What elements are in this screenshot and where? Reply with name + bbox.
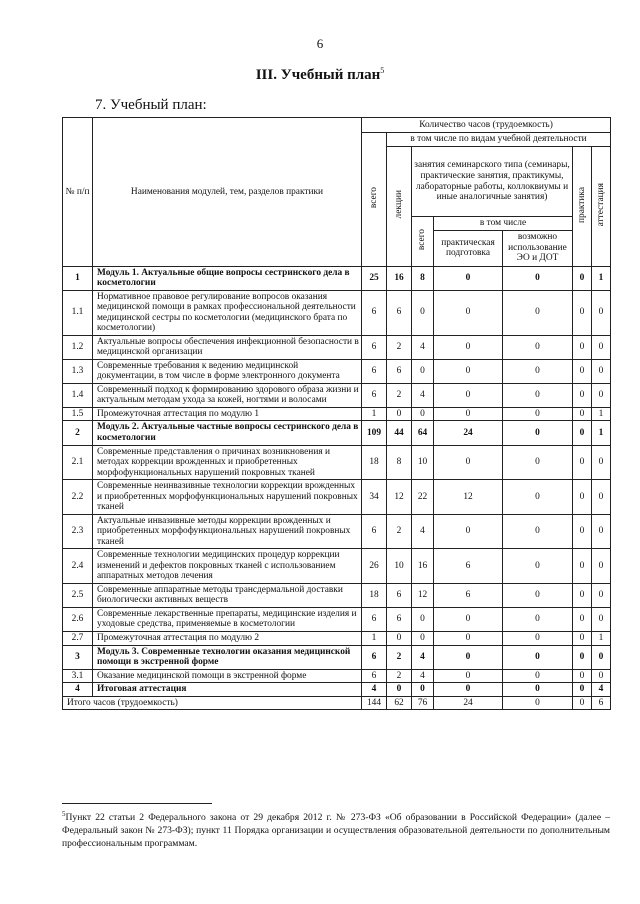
footnote	[62, 810, 610, 851]
cell-sem: 10	[412, 445, 434, 480]
header-seminar: занятия семинарского типа (семинары, практические занятия, практикумы, лабораторные работы, коллоквиумы и иные аналогичные занятия)	[412, 147, 573, 217]
cell-lec: 16	[387, 266, 412, 290]
total-eo: 0	[503, 696, 573, 710]
table-row	[63, 480, 611, 515]
cell-pp: 0	[434, 669, 503, 683]
cell-sem: 0	[412, 683, 434, 697]
cell-prac: 0	[573, 445, 592, 480]
table-row	[63, 266, 611, 290]
cell-att: 1	[592, 632, 611, 646]
cell-sem: 64	[412, 421, 434, 445]
cell-total: 109	[362, 421, 387, 445]
footnote-ref: 5	[380, 66, 385, 75]
cell-lec: 6	[387, 290, 412, 335]
cell-att: 1	[592, 407, 611, 421]
cell-sem: 0	[412, 359, 434, 383]
cell-lec: 8	[387, 445, 412, 480]
cell-sem: 16	[412, 549, 434, 584]
cell-lec: 6	[387, 607, 412, 631]
cell-lec: 2	[387, 514, 412, 549]
cell-pp: 0	[434, 290, 503, 335]
cell-eo: 0	[503, 421, 573, 445]
subtitle: 7. Учебный план:	[95, 97, 207, 113]
header-in-that: в том числе	[434, 217, 573, 231]
cell-sem: 8	[412, 266, 434, 290]
cell-eo: 0	[503, 480, 573, 515]
cell-att: 0	[592, 445, 611, 480]
table-row	[63, 607, 611, 631]
cell-pp: 0	[434, 266, 503, 290]
header-total: всего	[362, 133, 387, 267]
cell-lec: 10	[387, 549, 412, 584]
cell-pp: 0	[434, 407, 503, 421]
page-number: 6	[316, 36, 324, 51]
row-name: Современные требования к ведению медицинской документации, в том числе в форме электронного документа	[93, 359, 362, 383]
cell-pp: 0	[434, 514, 503, 549]
cell-lec: 6	[387, 583, 412, 607]
row-name: Модуль 3. Современные технологии оказания медицинской помощи в экстренной форме	[93, 645, 362, 669]
cell-sem: 0	[412, 290, 434, 335]
row-number: 1.4	[63, 383, 93, 407]
footnote-text: Пункт 22 статьи 2 Федерального закона от 29 декабря 2012 г. № 273-ФЗ «Об образовании в Российской Федерации» (далее – Федеральный закон № 273-ФЗ); пункт 11 Порядка организации и осуществления образовательной деятельности по дополнительным профессиональным программам.	[62, 812, 610, 850]
table-row	[63, 669, 611, 683]
cell-prac: 0	[573, 632, 592, 646]
cell-att: 0	[592, 583, 611, 607]
cell-pp: 0	[434, 359, 503, 383]
cell-total: 26	[362, 549, 387, 584]
cell-pp: 0	[434, 607, 503, 631]
footnote-mark: 5	[62, 810, 66, 818]
table-row	[63, 645, 611, 669]
cell-eo: 0	[503, 669, 573, 683]
cell-prac: 0	[573, 335, 592, 359]
row-name: Модуль 2. Актуальные частные вопросы сестринского дела в косметологии	[93, 421, 362, 445]
cell-sem: 4	[412, 514, 434, 549]
cell-total: 34	[362, 480, 387, 515]
cell-pp: 0	[434, 335, 503, 359]
header-by-type: в том числе по видам учебной деятельности	[387, 133, 611, 147]
row-number: 1.1	[63, 290, 93, 335]
cell-total: 18	[362, 445, 387, 480]
row-name: Промежуточная аттестация по модулю 2	[93, 632, 362, 646]
row-number: 1.3	[63, 359, 93, 383]
cell-eo: 0	[503, 514, 573, 549]
table-row	[63, 290, 611, 335]
cell-eo: 0	[503, 290, 573, 335]
cell-lec: 2	[387, 383, 412, 407]
row-name: Итоговая аттестация	[93, 683, 362, 697]
table-total-row	[63, 696, 611, 710]
cell-prac: 0	[573, 383, 592, 407]
row-number: 1.2	[63, 335, 93, 359]
row-name: Современные лекарственные препараты, медицинские изделия и уходовые средства, применяемые в косметологии	[93, 607, 362, 631]
row-number: 2.6	[63, 607, 93, 631]
total-sem: 76	[412, 696, 434, 710]
cell-eo: 0	[503, 683, 573, 697]
cell-att: 0	[592, 645, 611, 669]
header-attestation: аттестация	[592, 147, 611, 267]
cell-prac: 0	[573, 549, 592, 584]
row-name: Современные технологии медицинских процедур коррекции изменений и дефектов покровных тканей с использованием аппаратных методов лечения	[93, 549, 362, 584]
cell-total: 1	[362, 632, 387, 646]
cell-pp: 6	[434, 549, 503, 584]
cell-prac: 0	[573, 514, 592, 549]
row-name: Современные представления о причинах возникновения и методах коррекции врожденных и приобретенных морфофункциональных нарушений покровных тканей	[93, 445, 362, 480]
cell-att: 1	[592, 266, 611, 290]
cell-pp: 0	[434, 383, 503, 407]
row-number: 2.5	[63, 583, 93, 607]
section-title	[0, 66, 640, 84]
cell-prac: 0	[573, 683, 592, 697]
row-name: Современные неинвазивные технологии коррекции врожденных и приобретенных морфофункциональных нарушений покровных тканей	[93, 480, 362, 515]
cell-att: 0	[592, 480, 611, 515]
curriculum-table	[62, 117, 611, 710]
cell-pp: 24	[434, 421, 503, 445]
cell-eo: 0	[503, 266, 573, 290]
cell-total: 6	[362, 514, 387, 549]
cell-prac: 0	[573, 290, 592, 335]
cell-eo: 0	[503, 645, 573, 669]
row-number: 2.1	[63, 445, 93, 480]
row-number: 2	[63, 421, 93, 445]
cell-att: 0	[592, 383, 611, 407]
cell-eo: 0	[503, 549, 573, 584]
section-title-text: III. Учебный план	[255, 67, 381, 83]
cell-prac: 0	[573, 645, 592, 669]
cell-eo: 0	[503, 359, 573, 383]
header-practice: практика	[573, 147, 592, 267]
cell-pp: 6	[434, 583, 503, 607]
cell-lec: 2	[387, 335, 412, 359]
row-number: 3.1	[63, 669, 93, 683]
header-num: № п/п	[63, 118, 93, 267]
cell-sem: 0	[412, 407, 434, 421]
table-row	[63, 514, 611, 549]
total-label: Итого часов (трудоемкость)	[63, 696, 362, 710]
cell-att: 0	[592, 290, 611, 335]
cell-prac: 0	[573, 669, 592, 683]
cell-att: 0	[592, 607, 611, 631]
cell-att: 0	[592, 514, 611, 549]
cell-lec: 2	[387, 645, 412, 669]
cell-lec: 0	[387, 683, 412, 697]
row-name: Нормативное правовое регулирование вопросов оказания медицинской помощи в рамках профессиональной деятельности медицинской сестры по косметологии (медицинского брата по косметологии)	[93, 290, 362, 335]
cell-lec: 12	[387, 480, 412, 515]
cell-prac: 0	[573, 607, 592, 631]
cell-total: 4	[362, 683, 387, 697]
header-hours: Количество часов (трудоемкость)	[362, 118, 611, 133]
cell-total: 6	[362, 359, 387, 383]
row-number: 3	[63, 645, 93, 669]
table-row	[63, 359, 611, 383]
footnote-divider	[62, 803, 212, 804]
total-total: 144	[362, 696, 387, 710]
cell-sem: 0	[412, 632, 434, 646]
cell-lec: 44	[387, 421, 412, 445]
cell-eo: 0	[503, 632, 573, 646]
cell-sem: 4	[412, 335, 434, 359]
cell-sem: 0	[412, 607, 434, 631]
cell-att: 1	[592, 421, 611, 445]
cell-total: 6	[362, 607, 387, 631]
header-seminar-total: всего	[412, 217, 434, 267]
cell-total: 6	[362, 335, 387, 359]
header-eo-dot: возможно использование ЭО и ДОТ	[503, 230, 573, 266]
row-number: 2.4	[63, 549, 93, 584]
row-name: Современный подход к формированию здорового образа жизни и актуальным методам ухода за кожей, ногтями и волосами	[93, 383, 362, 407]
row-number: 4	[63, 683, 93, 697]
cell-lec: 2	[387, 669, 412, 683]
total-lec: 62	[387, 696, 412, 710]
cell-eo: 0	[503, 445, 573, 480]
row-name: Модуль 1. Актуальные общие вопросы сестринского дела в косметологии	[93, 266, 362, 290]
cell-eo: 0	[503, 383, 573, 407]
row-name: Промежуточная аттестация по модулю 1	[93, 407, 362, 421]
header-lectures: лекции	[387, 147, 412, 267]
cell-lec: 6	[387, 359, 412, 383]
table-row	[63, 421, 611, 445]
cell-sem: 12	[412, 583, 434, 607]
cell-att: 0	[592, 669, 611, 683]
cell-pp: 0	[434, 683, 503, 697]
row-name: Актуальные вопросы обеспечения инфекционной безопасности в медицинской организации	[93, 335, 362, 359]
cell-prac: 0	[573, 266, 592, 290]
row-number: 2.7	[63, 632, 93, 646]
cell-sem: 4	[412, 669, 434, 683]
total-pp: 24	[434, 696, 503, 710]
cell-total: 6	[362, 645, 387, 669]
cell-total: 25	[362, 266, 387, 290]
cell-total: 6	[362, 290, 387, 335]
cell-prac: 0	[573, 359, 592, 383]
row-number: 1.5	[63, 407, 93, 421]
cell-eo: 0	[503, 583, 573, 607]
row-number: 1	[63, 266, 93, 290]
cell-total: 18	[362, 583, 387, 607]
table-row	[63, 583, 611, 607]
cell-total: 1	[362, 407, 387, 421]
table-row	[63, 407, 611, 421]
cell-sem: 22	[412, 480, 434, 515]
cell-prac: 0	[573, 407, 592, 421]
cell-eo: 0	[503, 407, 573, 421]
table-body	[63, 266, 611, 710]
cell-prac: 0	[573, 480, 592, 515]
cell-pp: 0	[434, 645, 503, 669]
cell-prac: 0	[573, 583, 592, 607]
cell-pp: 0	[434, 632, 503, 646]
total-att: 6	[592, 696, 611, 710]
cell-total: 6	[362, 383, 387, 407]
cell-eo: 0	[503, 335, 573, 359]
cell-sem: 4	[412, 383, 434, 407]
cell-att: 0	[592, 549, 611, 584]
cell-total: 6	[362, 669, 387, 683]
cell-pp: 0	[434, 445, 503, 480]
cell-att: 0	[592, 335, 611, 359]
cell-att: 0	[592, 359, 611, 383]
total-prac: 0	[573, 696, 592, 710]
row-name: Актуальные инвазивные методы коррекции врожденных и приобретенных морфофункциональных нарушений покровных тканей	[93, 514, 362, 549]
cell-att: 4	[592, 683, 611, 697]
table-row	[63, 549, 611, 584]
cell-lec: 0	[387, 632, 412, 646]
table-row	[63, 632, 611, 646]
row-name: Современные аппаратные методы трансдермальной доставки биологически активных веществ	[93, 583, 362, 607]
table-row	[63, 683, 611, 697]
cell-eo: 0	[503, 607, 573, 631]
row-number: 2.3	[63, 514, 93, 549]
row-name: Оказание медицинской помощи в экстренной форме	[93, 669, 362, 683]
cell-prac: 0	[573, 421, 592, 445]
row-number: 2.2	[63, 480, 93, 515]
header-name: Наименования модулей, тем, разделов практики	[93, 118, 362, 267]
table-row	[63, 445, 611, 480]
table-row	[63, 383, 611, 407]
cell-sem: 4	[412, 645, 434, 669]
cell-lec: 0	[387, 407, 412, 421]
cell-pp: 12	[434, 480, 503, 515]
header-practical-training: практическая подготовка	[434, 230, 503, 266]
table-row	[63, 335, 611, 359]
